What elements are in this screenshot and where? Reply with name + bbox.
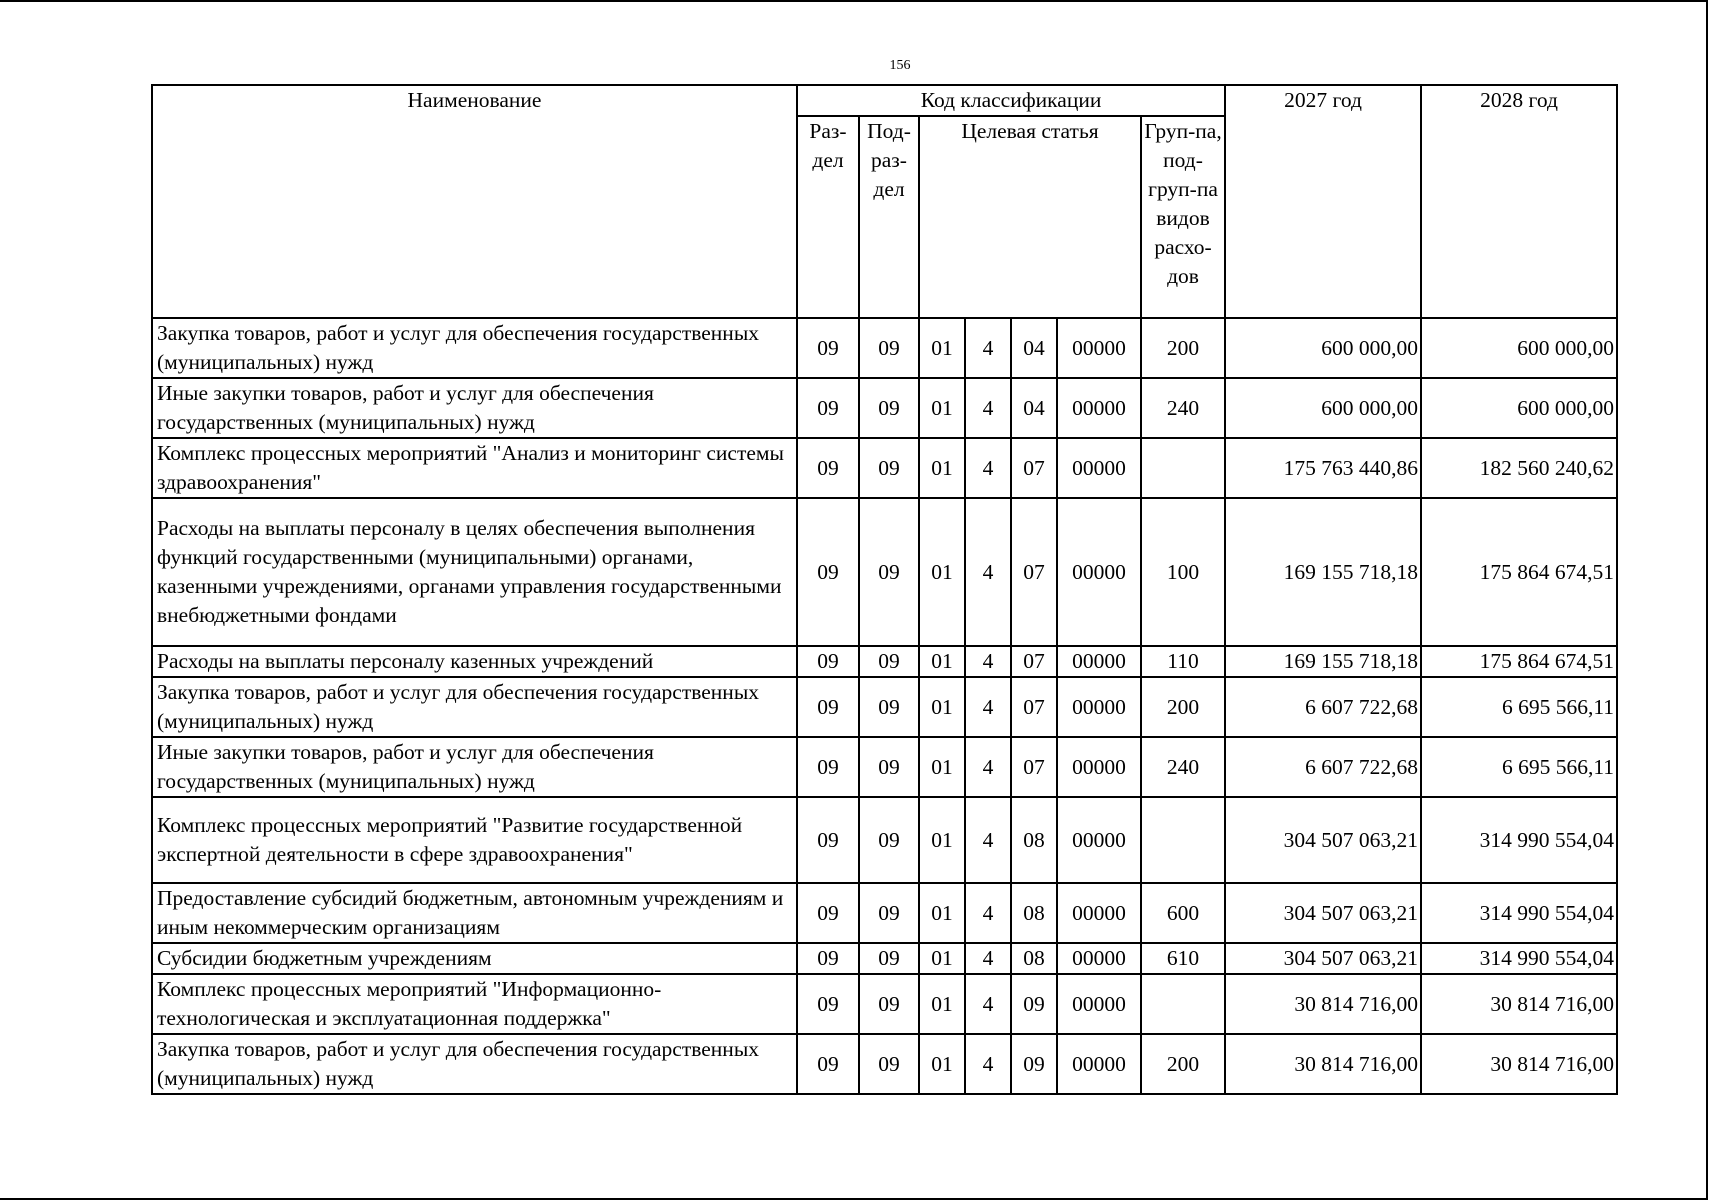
row-name: Субсидии бюджетным учреждениям <box>152 943 797 974</box>
row-name: Предоставление субсидий бюджетным, автономным учреждениям и иным некоммерческим организациям <box>152 883 797 943</box>
row-target-part-4: 00000 <box>1057 318 1141 378</box>
row-name: Закупка товаров, работ и услуг для обеспечения государственных (муниципальных) нужд <box>152 677 797 737</box>
row-section: 09 <box>797 883 859 943</box>
row-target-part-1: 01 <box>919 677 965 737</box>
row-expense-group: 110 <box>1141 646 1225 677</box>
row-target-part-1: 01 <box>919 646 965 677</box>
row-section: 09 <box>797 737 859 797</box>
row-subsection: 09 <box>859 737 919 797</box>
row-target-part-4: 00000 <box>1057 498 1141 646</box>
row-amount-2028: 314 990 554,04 <box>1421 943 1617 974</box>
row-target-part-1: 01 <box>919 943 965 974</box>
row-name: Закупка товаров, работ и услуг для обеспечения государственных (муниципальных) нужд <box>152 318 797 378</box>
row-target-part-3: 09 <box>1011 1034 1057 1094</box>
row-amount-2027: 304 507 063,21 <box>1225 797 1421 883</box>
row-amount-2027: 169 155 718,18 <box>1225 498 1421 646</box>
table-row <box>152 797 1617 883</box>
row-target-part-3: 07 <box>1011 737 1057 797</box>
row-subsection: 09 <box>859 318 919 378</box>
row-target-part-1: 01 <box>919 378 965 438</box>
row-target-part-3: 04 <box>1011 378 1057 438</box>
row-target-part-3: 07 <box>1011 498 1057 646</box>
row-subsection: 09 <box>859 438 919 498</box>
row-target-part-2: 4 <box>965 943 1011 974</box>
row-target-part-4: 00000 <box>1057 883 1141 943</box>
row-target-part-3: 07 <box>1011 677 1057 737</box>
row-target-part-3: 07 <box>1011 646 1057 677</box>
row-target-part-1: 01 <box>919 318 965 378</box>
header-name: Наименование <box>152 85 797 318</box>
row-amount-2027: 600 000,00 <box>1225 318 1421 378</box>
row-amount-2028: 30 814 716,00 <box>1421 1034 1617 1094</box>
table-row <box>152 498 1617 646</box>
row-section: 09 <box>797 378 859 438</box>
row-subsection: 09 <box>859 883 919 943</box>
row-amount-2027: 30 814 716,00 <box>1225 974 1421 1034</box>
row-target-part-2: 4 <box>965 677 1011 737</box>
row-amount-2028: 6 695 566,11 <box>1421 677 1617 737</box>
row-expense-group: 100 <box>1141 498 1225 646</box>
row-subsection: 09 <box>859 378 919 438</box>
row-target-part-1: 01 <box>919 1034 965 1094</box>
row-target-part-1: 01 <box>919 438 965 498</box>
table-row <box>152 1034 1617 1094</box>
row-target-part-3: 08 <box>1011 883 1057 943</box>
row-target-part-1: 01 <box>919 974 965 1034</box>
header-classification-code: Код классификации <box>797 85 1225 116</box>
row-target-part-3: 08 <box>1011 797 1057 883</box>
table-row <box>152 737 1617 797</box>
row-section: 09 <box>797 1034 859 1094</box>
row-amount-2027: 30 814 716,00 <box>1225 1034 1421 1094</box>
table-row <box>152 943 1617 974</box>
row-target-part-2: 4 <box>965 318 1011 378</box>
row-subsection: 09 <box>859 974 919 1034</box>
header-year-2027: 2027 год <box>1225 85 1421 318</box>
row-expense-group <box>1141 438 1225 498</box>
row-section: 09 <box>797 974 859 1034</box>
header-year-2028: 2028 год <box>1421 85 1617 318</box>
row-target-part-2: 4 <box>965 498 1011 646</box>
row-target-part-1: 01 <box>919 737 965 797</box>
row-name: Комплекс процессных мероприятий "Анализ и мониторинг системы здравоохранения" <box>152 438 797 498</box>
row-section: 09 <box>797 498 859 646</box>
table-row <box>152 974 1617 1034</box>
row-section: 09 <box>797 797 859 883</box>
header-expense-group: Груп-па, под-груп-па видов расхо-дов <box>1141 116 1225 318</box>
row-amount-2028: 600 000,00 <box>1421 318 1617 378</box>
table-row <box>152 646 1617 677</box>
table-row <box>152 318 1617 378</box>
table-row <box>152 677 1617 737</box>
row-target-part-2: 4 <box>965 797 1011 883</box>
row-expense-group <box>1141 974 1225 1034</box>
row-amount-2027: 6 607 722,68 <box>1225 737 1421 797</box>
row-target-part-4: 00000 <box>1057 646 1141 677</box>
row-subsection: 09 <box>859 498 919 646</box>
row-amount-2027: 175 763 440,86 <box>1225 438 1421 498</box>
row-target-part-3: 08 <box>1011 943 1057 974</box>
table-row <box>152 883 1617 943</box>
row-section: 09 <box>797 677 859 737</box>
header-section: Раз-дел <box>797 116 859 318</box>
row-expense-group: 240 <box>1141 378 1225 438</box>
row-expense-group: 200 <box>1141 318 1225 378</box>
row-target-part-2: 4 <box>965 737 1011 797</box>
row-target-part-2: 4 <box>965 646 1011 677</box>
row-target-part-4: 00000 <box>1057 1034 1141 1094</box>
table-body <box>152 318 1617 1094</box>
row-section: 09 <box>797 646 859 677</box>
row-target-part-3: 04 <box>1011 318 1057 378</box>
header-row-1 <box>152 85 1617 116</box>
row-name: Расходы на выплаты персоналу казенных учреждений <box>152 646 797 677</box>
row-expense-group: 240 <box>1141 737 1225 797</box>
row-subsection: 09 <box>859 677 919 737</box>
row-expense-group: 600 <box>1141 883 1225 943</box>
row-name: Комплекс процессных мероприятий "Развитие государственной экспертной деятельности в сфере здравоохранения" <box>152 797 797 883</box>
row-target-part-3: 09 <box>1011 974 1057 1034</box>
row-target-part-2: 4 <box>965 883 1011 943</box>
row-name: Комплекс процессных мероприятий "Информационно-технологическая и эксплуатационная поддержка" <box>152 974 797 1034</box>
row-amount-2027: 304 507 063,21 <box>1225 883 1421 943</box>
row-amount-2027: 600 000,00 <box>1225 378 1421 438</box>
row-amount-2028: 175 864 674,51 <box>1421 498 1617 646</box>
row-target-part-4: 00000 <box>1057 974 1141 1034</box>
row-name: Иные закупки товаров, работ и услуг для обеспечения государственных (муниципальных) нужд <box>152 737 797 797</box>
row-section: 09 <box>797 318 859 378</box>
row-section: 09 <box>797 943 859 974</box>
row-target-part-1: 01 <box>919 883 965 943</box>
row-target-part-2: 4 <box>965 974 1011 1034</box>
row-amount-2027: 304 507 063,21 <box>1225 943 1421 974</box>
row-amount-2028: 175 864 674,51 <box>1421 646 1617 677</box>
row-target-part-4: 00000 <box>1057 677 1141 737</box>
row-expense-group: 200 <box>1141 1034 1225 1094</box>
row-target-part-3: 07 <box>1011 438 1057 498</box>
row-subsection: 09 <box>859 797 919 883</box>
row-target-part-4: 00000 <box>1057 797 1141 883</box>
header-target-article: Целевая статья <box>919 116 1141 318</box>
row-amount-2028: 6 695 566,11 <box>1421 737 1617 797</box>
row-amount-2028: 600 000,00 <box>1421 378 1617 438</box>
row-expense-group: 610 <box>1141 943 1225 974</box>
row-expense-group: 200 <box>1141 677 1225 737</box>
row-amount-2027: 169 155 718,18 <box>1225 646 1421 677</box>
row-target-part-4: 00000 <box>1057 943 1141 974</box>
budget-table <box>151 84 1618 1095</box>
row-name: Закупка товаров, работ и услуг для обеспечения государственных (муниципальных) нужд <box>152 1034 797 1094</box>
row-amount-2028: 30 814 716,00 <box>1421 974 1617 1034</box>
row-section: 09 <box>797 438 859 498</box>
row-name: Расходы на выплаты персоналу в целях обеспечения выполнения функций государственными (муниципальными) органами, казенными учреждениями, органами управления государственными внебюджетными фондами <box>152 498 797 646</box>
row-target-part-1: 01 <box>919 498 965 646</box>
row-target-part-4: 00000 <box>1057 737 1141 797</box>
row-amount-2027: 6 607 722,68 <box>1225 677 1421 737</box>
row-target-part-2: 4 <box>965 378 1011 438</box>
row-subsection: 09 <box>859 646 919 677</box>
row-expense-group <box>1141 797 1225 883</box>
row-amount-2028: 314 990 554,04 <box>1421 797 1617 883</box>
table-row <box>152 438 1617 498</box>
row-target-part-4: 00000 <box>1057 378 1141 438</box>
header-subsection: Под-раз-дел <box>859 116 919 318</box>
row-amount-2028: 314 990 554,04 <box>1421 883 1617 943</box>
row-target-part-4: 00000 <box>1057 438 1141 498</box>
table-row <box>152 378 1617 438</box>
row-subsection: 09 <box>859 943 919 974</box>
row-target-part-2: 4 <box>965 438 1011 498</box>
row-target-part-2: 4 <box>965 1034 1011 1094</box>
page-number: 156 <box>889 58 911 73</box>
row-name: Иные закупки товаров, работ и услуг для обеспечения государственных (муниципальных) нужд <box>152 378 797 438</box>
row-target-part-1: 01 <box>919 797 965 883</box>
row-subsection: 09 <box>859 1034 919 1094</box>
row-amount-2028: 182 560 240,62 <box>1421 438 1617 498</box>
